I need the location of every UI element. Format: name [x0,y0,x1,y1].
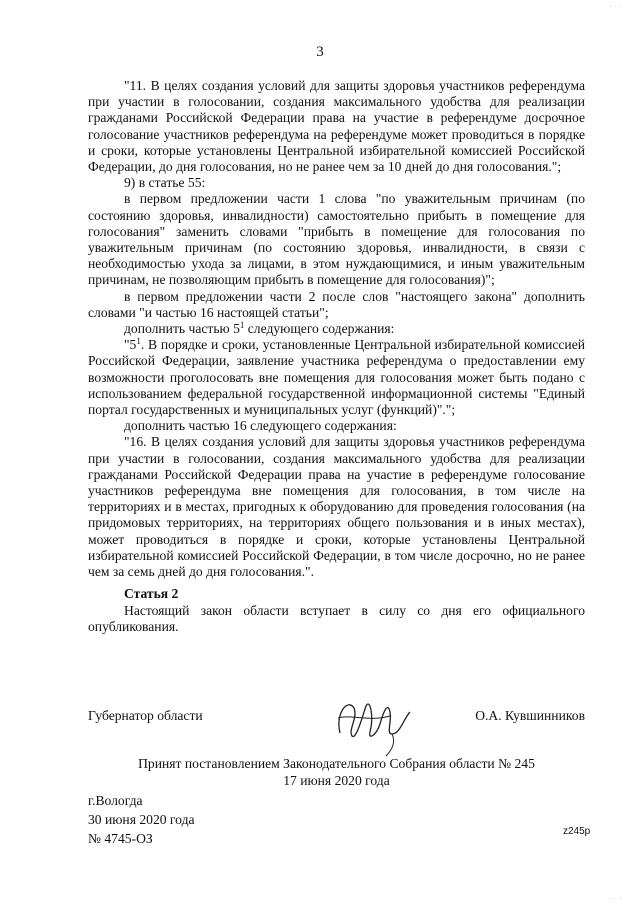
governor-title: Губернатор области [88,708,203,723]
city: г.Вологда [88,793,143,808]
law-number: № 4745-ОЗ [88,831,153,846]
handwritten-signature [330,688,420,758]
governor-name: О.А. Кувшинников [475,708,585,723]
adoption-line-2: 17 июня 2020 года [283,773,390,788]
paragraph-add-part5-1: дополнить частью $5^1$ следующего содержания: [124,320,395,337]
superscript: 1 [239,320,245,331]
page-number: 3 [316,44,324,60]
paragraph-11: "11. В целях создания условий для защиты здоровья участников референдума при участии в голосовании, создания максимального удобства для реализации гражданами Российской Федерации права на участие в референдуме досрочное голосование участников референдума на референдуме может проводиться в порядке и сроки, которые установлены Центральной избирательной комиссией Российской Федерации, до дня голосования, но не ранее чем за 10 дней до дня голосования."; [88,78,585,175]
sign-date: 30 июня 2020 года [88,812,195,827]
paragraph-part1-amendment: в первом предложении части 1 слова "по уважительным причинам (по состоянию здоровья, инвалидности) самостоятельно прибыть в помещение для голосования" заменить словами "прибыть в помещение для голосования по уважительным причинам (по состоянию здоровья, инвалидности, в связи с необходимостью ухода за лицами, в этом нуждающимися, и иным уважительным причинам, не позволяющим прибыть в помещение для голосования)"; [88,191,585,288]
corner-mark-icon: · · · [609,2,622,11]
superscript: 1 [136,336,141,347]
paragraph-item-9: 9) в статье 55: [124,175,206,191]
document-code: z245р [563,826,591,837]
adoption-note [88,755,585,789]
document-body [88,78,585,635]
paragraph-part16: "16. В целях создания условий для защиты здоровья участников референдума при участии в голосовании, создания максимального удобства для реализации гражданами Российской Федерации права на участие в референдуме голосование участников референдума вне помещения для голосования, в том числе на территориях и в местах, пригодных к оборудованию для проведения голосования (на придомовых территориях, на территориях общего пользования и в иных местах), может проводиться в порядке и сроки, которые установлены Центральной избирательной комиссией Российской Федерации, в том числе досрочно, но не ранее чем за семь дней до дня голосования.". [88,434,585,580]
article-2-text: Настоящий закон области вступает в силу со дня его официального опубликования. [88,602,585,634]
corner-mark-icon: · · · [609,894,622,903]
paragraph-part2-amendment: в первом предложении части 2 после слов "настоящего закона" дополнить словами "и частью 16 настоящей статьи"; [88,288,585,320]
document-meta [88,791,195,848]
paragraph-part5-1: "$5^1$. В порядке и сроки, установленные Центральной избирательной комиссией Российской Федерации, заявление участника референдума о предоставлении ему возможности проголосовать вне помещения для голосования может быть подано с использованием федеральной государственной информационной системы "Единый портал государственных и муниципальных услуг (функций)"."; [88,336,585,418]
adoption-line-1: Принят постановлением Законодательного Собрания области № 245 [138,756,535,771]
article-2-title: Статья 2 [124,586,179,602]
paragraph-add-part16: дополнить частью 16 следующего содержания: [124,418,397,434]
